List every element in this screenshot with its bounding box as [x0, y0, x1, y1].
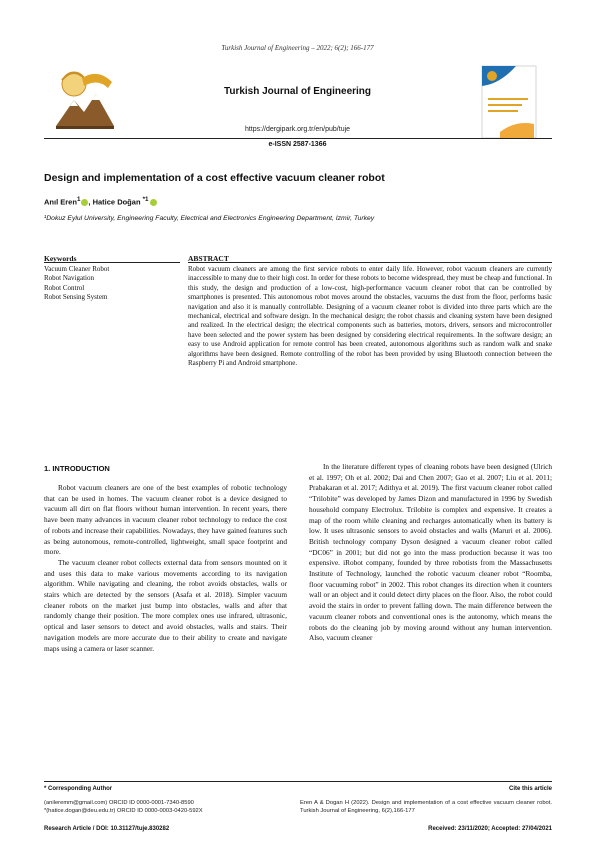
author-affiliation-mark: 1	[76, 196, 81, 203]
body-column-right	[309, 462, 552, 644]
author-name: Hatice Doğan	[92, 197, 141, 207]
author-contact[interactable]: (anileremm@gmail.com) ORCID ID 0000-0001-7340-8590	[44, 800, 194, 806]
citation: Eren A & Dogan H (2022). Design and implementation of a cost effective vacuum cleaner robot. Turkish Journal of Engineering, 6(2),166-177	[300, 800, 552, 814]
header-divider	[44, 138, 552, 139]
cite-heading: Cite this article	[508, 786, 552, 792]
corresponding-author-heading: * Corresponding Author	[44, 786, 113, 792]
keyword-item: Robot Control	[44, 283, 85, 292]
section-heading: 1. INTRODUCTION	[44, 464, 110, 473]
orcid-icon[interactable]	[150, 199, 157, 206]
author-affiliation-mark: *1	[142, 196, 149, 203]
body-column-left	[44, 483, 287, 654]
journal-url[interactable]: https://dergipark.org.tr/en/pub/tuje	[244, 126, 351, 133]
paper-title: Design and implementation of a cost effective vacuum cleaner robot	[44, 172, 385, 184]
affiliation: ¹Dokuz Eylul University, Engineering Faculty, Electrical and Electronics Engineering Department, Izmir, Turkey	[44, 215, 375, 222]
author-separator: ,	[88, 197, 93, 207]
paragraph: The vacuum cleaner robot collects external data from sensors mounted on it and uses this data to make various movements according to its navigation algorithm. While navigating and cleaning, the robot avoids obstacles, walls or stairs which are detected by the sensors (Asafa et al. 2018). Simpler vacuum cleaner robots on the market just bump into obstacles, walls and after that randomly change their position. The more complex ones use infrared, ultrasonic, optical and laser sensors to detect and avoid obstacles, walls and stairs. Their navigation models are more accurate due to their ability to create and navigate maps using a camera or laser scanner.	[44, 557, 287, 653]
article-type-doi[interactable]: Research Article / DOI: 10.31127/tuje.830282	[44, 826, 170, 832]
keyword-item: Robot Navigation	[44, 274, 94, 283]
keyword-item: Vacuum Cleaner Robot	[44, 265, 110, 273]
abstract-rule	[188, 262, 552, 263]
issn: e-ISSN 2587-1366	[268, 141, 327, 148]
running-header: Turkish Journal of Engineering – 2022; 6(2); 166-177	[221, 44, 374, 52]
paragraph: In the literature different types of cleaning robots have been designed (Ulrich et al. 1997; Oh et al. 2002; Dai and Chen 2007; Gao et al. 2007; Liu et al. 2011; Prabakaran et al. 2017; Adithya et al. 2019). The first vacuum cleaner robot called “Trilobite” was developed by James Dizon and manufactured in 1996 by Swedish household company Electrolux. Trilobite is complex and expensive. It creates a map of the room while cleaning and recharges automatically when its battery is low. It uses ultrasonic sensors to avoid obstacles and walls (Maruri et al. 2006). British technology company Dyson designed a vacuum cleaner robot called “DC06” in 2001; but did not go into the mass production because it was too expensive. iRobot company, founded by three robotists from the Massachusetts Institute of Technology, launched the robotic vacuum cleaner robot “Roomba, floor vacuuming robot” in 2002. This robot changes its direction when it counters wall or an object and it could detect dirty places on the floor. Also, the robot could avoid the stairs in order to prevent falling down. The main difference between the vacuum cleaner robots and conventional ones is the autonomy, which means the robots do the cleaning job by moving around without any human intervention. Also, vacuum cleaner	[309, 462, 552, 643]
keywords-heading: Keywords	[44, 254, 77, 263]
journal-cover-image	[476, 64, 542, 140]
author-name: Anıl Eren	[44, 197, 77, 207]
journal-title: Turkish Journal of Engineering	[223, 86, 372, 97]
author-contacts	[44, 799, 203, 815]
author-contact[interactable]: *(hatice.dogan@deu.edu.tr) ORCID ID 0000-0003-0420-592X	[44, 808, 203, 814]
keyword-item: Robot Sensing System	[44, 292, 108, 301]
abstract-heading: ABSTRACT	[188, 254, 229, 263]
authors	[44, 196, 157, 207]
journal-logo-mountain	[52, 64, 118, 134]
footer-divider	[44, 781, 552, 782]
abstract-text: Robot vacuum cleaners are among the first service robots to enter daily life. However, robot vacuum cleaners are currently inaccessible to many due to their high cost. In order for these robots to become widespread, they must be cheap and functional. In this study, the design and production of a low-cost, high-performance vacuum cleaner robot that can be controlled by smartphones is presented. This autonomous robot moves around the obstacles, vacuums the dust from the floor, performs basic navigation and also it is manually controllable. Designing of a vacuum cleaner robot is divided into three parts which are the mechanical, electrical and software design. In the mechanical design; the robot chassis and cleaning system have been designed and realized. In the electrical design; the electrical components such as batteries, motors, drivers, sensors and microcontroller have been selected and the power system has been designed by considering electrical requirements. In the software design; an easy to use Android application for remote control has been created, autonomous algorithms such as random walk and snake algorithms have been designed. Remote controlling of the robot has been provided by using Bluetooth connection between the Raspberry Pi and Android smartphone.	[188, 265, 552, 368]
keywords-rule	[44, 262, 180, 263]
received-accepted-dates: Received: 23/11/2020; Accepted: 27/04/2021	[428, 826, 552, 832]
keywords-list	[44, 265, 184, 302]
paragraph: Robot vacuum cleaners are one of the best examples of robotic technology that can be used in homes. The vacuum cleaner robot is a device designed to vacuum all dirt on flat floors without human intervention. In recent years, there have been many advances in vacuum cleaner robot technology to reduce the cost of robots and increase their capabilities. Nowadays, they have gained features such as being autonomous, remote-controlled, lightweight, small space footprint and more.	[44, 483, 287, 557]
